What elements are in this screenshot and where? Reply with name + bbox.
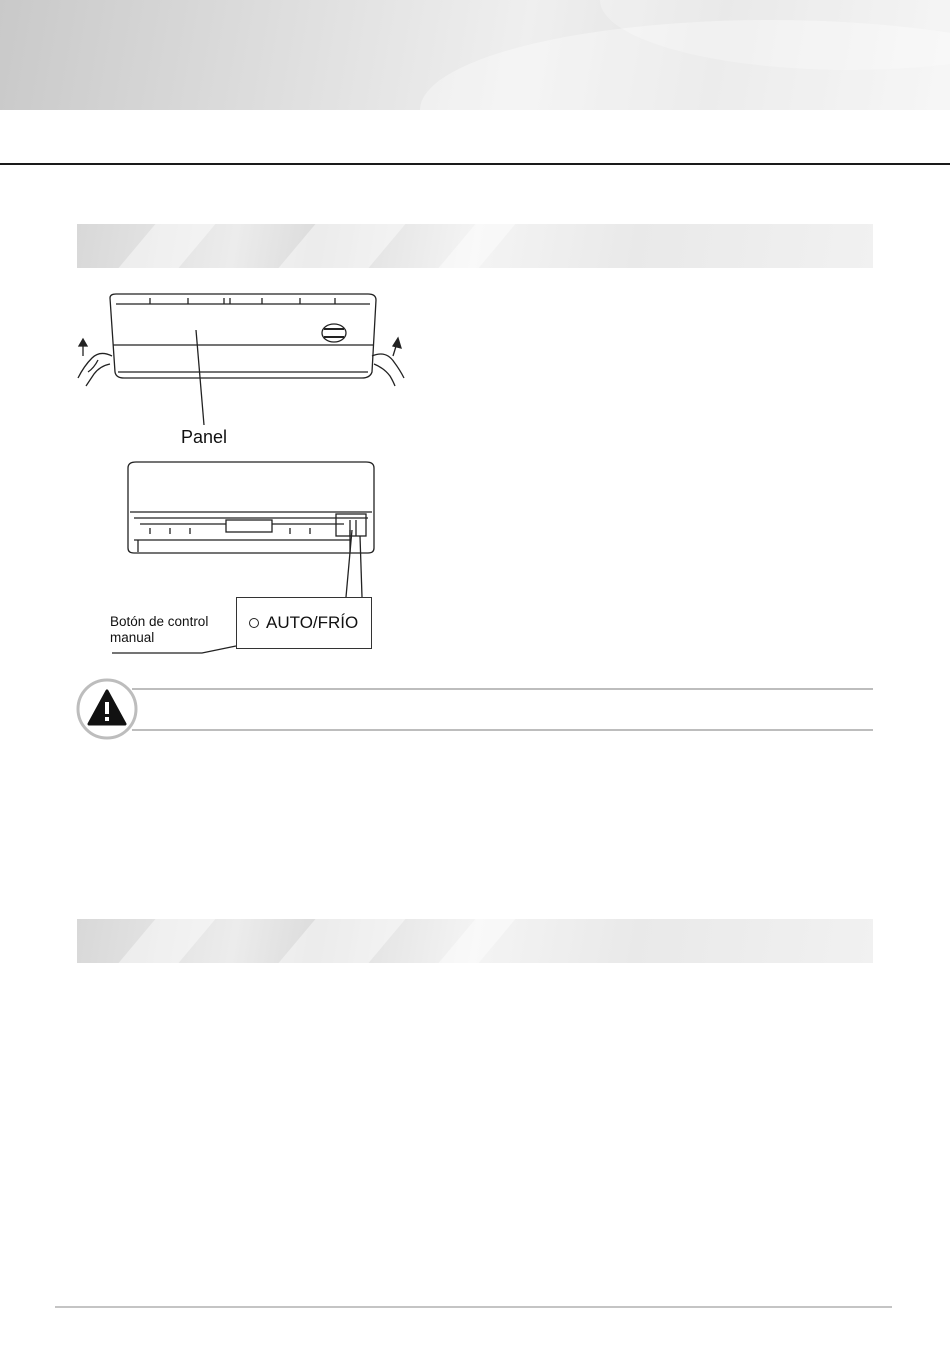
bar-stripe [119,919,216,963]
warning-rule-top [132,688,873,690]
bar-stripe [439,919,516,963]
section-bar-1 [77,224,873,268]
manual-control-label-line1: Botón de control [110,614,209,629]
top-banner [0,0,950,110]
bar-stripe [279,919,406,963]
front-panel-drawing [78,294,404,425]
manual-control-label [110,614,208,646]
manual-control-label-line2: manual [110,630,155,645]
section-bar-2 [77,919,873,963]
footer-rule [55,1306,892,1308]
panel-label: Panel [181,427,228,447]
warning-row [76,678,873,740]
header-rule [0,163,950,165]
manual-control-button-callout [236,597,372,649]
auto-cool-label: AUTO/FRÍO [266,613,359,632]
bar-stripe [279,224,406,268]
bar-stripe [119,224,216,268]
warning-rule-bottom [132,729,873,731]
warning-triangle-icon [76,678,138,740]
bar-stripe [439,224,516,268]
button-dot-icon [249,618,259,628]
